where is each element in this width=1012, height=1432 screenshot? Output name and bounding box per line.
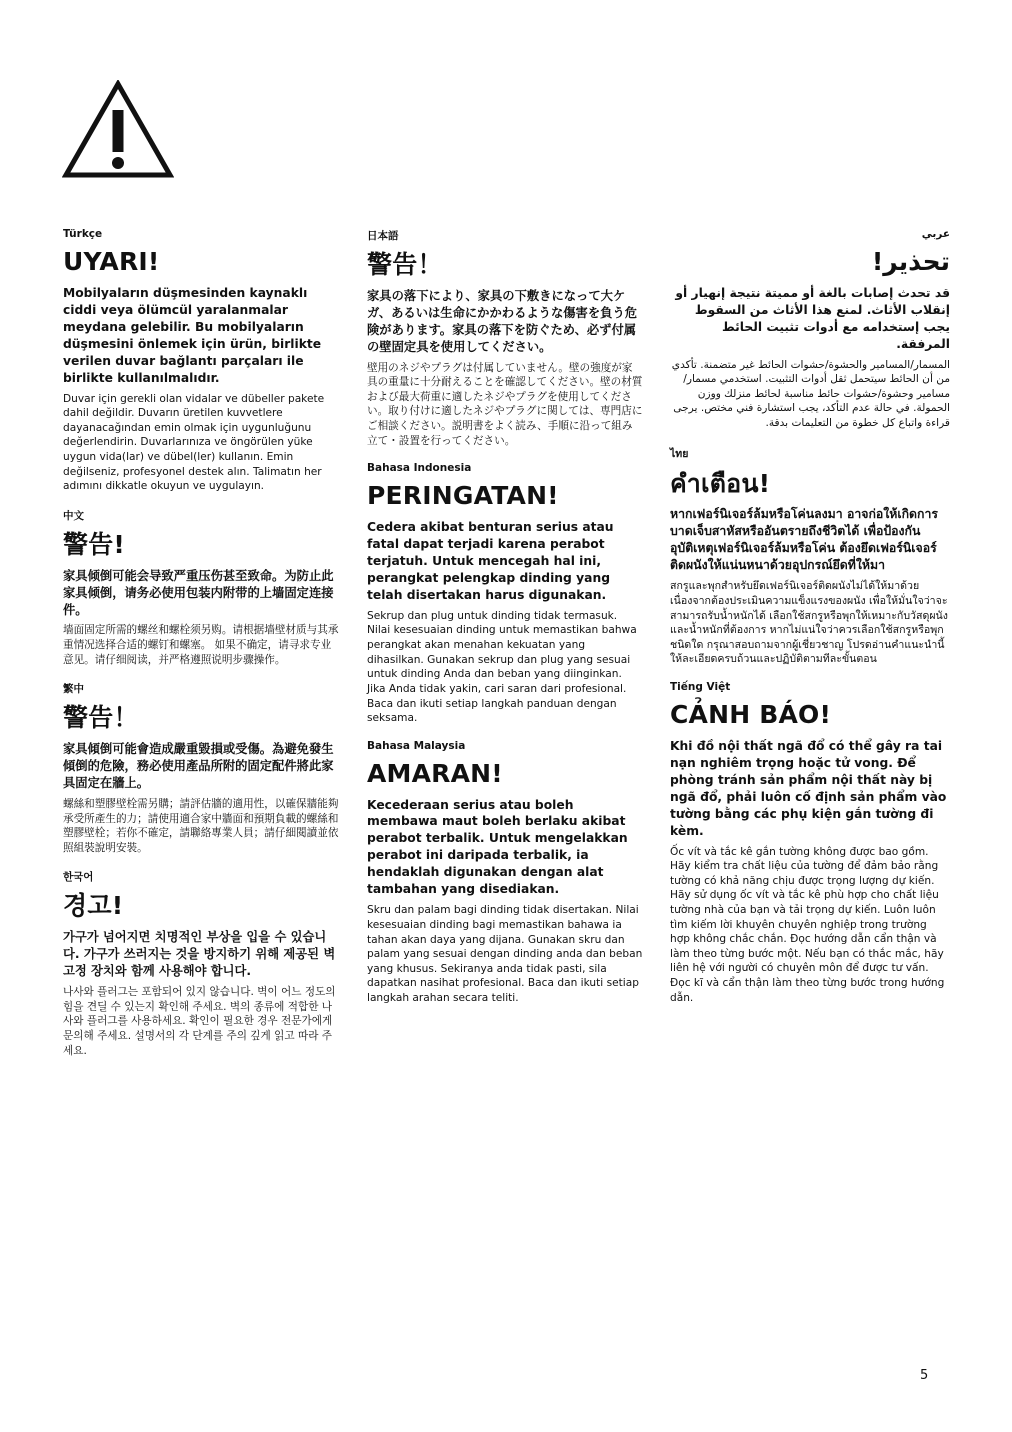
warning-body: المسمار/المسامير والحشوة/حشوات الحائط غير متضمنة. تأكدي من أن الحائط سيتحمل ثقل أدوات التثبيت. استخدمي مسمار/مسامير وحشوة/حشوات حائط مناسبة لحائط منزلك ووزن الحمولة. في حالة عدم التأكد، يجب استشارة فني مختص. يرجى قراءة واتباع كل خطوة من التعليمات بدقة. — [671, 358, 950, 430]
warning-title: 警告！ — [367, 250, 443, 279]
warning-section-indonesian — [367, 462, 643, 725]
warning-body: Sekrup dan plug untuk dinding tidak termasuk. Nilai kesesuaian dinding untuk memastikan bahwa perangkat akan menahan kekuatan yang dihasilkan. Gunakan sekrup dan plug yang sesuai untuk dinding Anda dan beban yang diinginkan. Jika Anda tidak yakin, cari saran dari profesional. Baca dan ikuti setiap langkah panduan dengan seksama. — [367, 609, 637, 725]
warning-section-turkish — [63, 228, 339, 494]
warning-lead: Kecederaan serius atau boleh membawa maut boleh berlaku akibat perabot terbalik. Untuk mengelakkan perabot ini daripada terbalik, ia hendaklah digunakan dengan alat tambahan yang disediakan. — [367, 797, 628, 897]
warning-section-korean — [63, 869, 339, 1058]
warning-title: 경고! — [63, 891, 124, 921]
warning-section-chinese-traditional — [63, 681, 339, 855]
warning-section-chinese-simplified — [63, 508, 339, 667]
warning-title: تحذير! — [871, 247, 950, 276]
warning-section-japanese — [367, 228, 643, 448]
column-left — [63, 228, 339, 1072]
column-middle — [367, 228, 643, 1020]
warning-section-malay — [367, 740, 643, 1006]
language-label: ไทย — [670, 447, 689, 460]
language-label: 日本語 — [367, 230, 399, 242]
warning-body: 螺絲和塑膠壁栓需另購；請評估牆的適用性，以確保牆能夠承受所產生的力；請使用適合家中牆面和預期負載的螺絲和塑膠壁栓；若你不確定，請聯絡專業人員；請仔細閱讀並依照組裝說明安裝。 — [63, 797, 339, 854]
warning-section-vietnamese — [670, 681, 950, 1005]
warning-lead: หากเฟอร์นิเจอร์ล้มหรือโค่นลงมา อาจก่อให้เกิดการบาดเจ็บสาหัสหรืออันตรายถึงชีวิตได้ เพื่อป้องกันอุบัติเหตุเฟอร์นิเจอร์ล้มหรือโค่น ต้องยึดเฟอร์นิเจอร์ติดผนังให้แน่นหนาด้วยอุปกรณ์ยึดที่ให้มา — [670, 507, 938, 573]
column-right — [670, 228, 950, 1019]
exclamation-triangle-icon — [62, 80, 174, 180]
language-label: Bahasa Indonesia — [367, 462, 472, 475]
warning-title: 警告！ — [63, 703, 139, 733]
warning-body: 墙面固定所需的螺丝和螺栓须另购。请根据墙壁材质与其承重情况选择合适的螺钉和螺塞。 如果不确定，请寻求专业意见。请仔细阅读，并严格遵照说明步骤操作。 — [63, 624, 339, 666]
language-label: عربي — [921, 228, 950, 240]
warning-lead: 家具の落下により、家具の下敷きになって大ケガ、あるいは生命にかかわるような傷害を負う危険があります。家具の落下を防ぐため、必ず付属の壁固定具を使用してください。 — [367, 288, 638, 354]
warning-lead: 家具倾倒可能会导致严重压伤甚至致命。为防止此家具倾倒，请务必使用包装内附带的上墙固定连接件。 — [63, 568, 334, 617]
language-label: 한국어 — [63, 871, 94, 884]
warning-title: UYARI! — [63, 247, 160, 276]
warning-body: Ốc vít và tắc kê gắn tường không được bao gồm. Hãy kiểm tra chất liệu của tường để đảm bảo rằng tường có khả năng chịu được trọng lượng dự kiến. Hãy sử dụng ốc vít và tắc kê phù hợp cho chất liệu tường nhà của bạn và tải trọng dự kiến. Luôn luôn tìm kiếm lời khuyên chuyên nghiệp trong trường hợp không chắc chắn. Đọc hướng dẫn cẩn thận và làm theo từng bước một. Nếu bạn có thắc mắc, hãy liên hệ với người có chuyên môn để được tư vấn. Đọc kĩ và cẩn thận làm theo từng bước trong hướng dẫn. — [670, 845, 945, 1004]
warning-section-arabic — [670, 228, 950, 431]
language-label: Bahasa Malaysia — [367, 739, 466, 752]
warning-body: Skru dan palam bagi dinding tidak disertakan. Nilai kesesuaian dinding bagi memastikan bahawa ia tahan akan daya yang dijana. Gunakan skru dan palam yang sesuai dengan dinding anda dan beban yang khusus. Sekiranya anda tidak pasti, sila dapatkan nasihat profesional. Baca dan ikuti setiap langkah arahan secara teliti. — [367, 904, 643, 1004]
language-label: Tiếng Việt — [670, 680, 731, 693]
warning-lead: 가구가 넘어지면 치명적인 부상을 입을 수 있습니다. 가구가 쓰러지는 것을 방지하기 위해 제공된 벽고정 장치와 함께 사용해야 합니다. — [63, 930, 336, 979]
language-label: Türkçe — [63, 228, 103, 240]
warning-title: 警告! — [63, 529, 126, 559]
warning-body: Duvar için gerekli olan vidalar ve dübeller pakete dahil değildir. Duvarın üretilen kuvvetlere dayanacağından emin olmak için uygunluğunu değerlendirin. Duvarlarınıza ve öngörülen yüke uygun vida(lar) ve dübel(ler) kullanın. Emin değilseniz, profesyonel destek alın. Talimatın her adımını dikkatle okuyun ve uygulayın. — [63, 392, 325, 493]
warning-section-thai — [670, 445, 950, 667]
warning-lead: Cedera akibat benturan serius atau fatal dapat terjadi karena perabot terjatuh. Untuk mencegah hal ini, perangkat pelengkap dinding yang telah disertakan harus digunakan. — [367, 520, 614, 602]
warning-body: 壁用のネジやプラグは付属していません。壁の強度が家具の重量に十分耐えることを確認してください。壁の材質および最大荷重に適したネジやプラグを使用してください。取り付けに適したネジやプラグに関しては、専門店にご相談ください。説明書をよく読み、手順に沿って組み立て・設置を行ってください。 — [367, 361, 643, 447]
warning-lead: 家具傾倒可能會造成嚴重毀損或受傷。為避免發生傾倒的危險，務必使用產品所附的固定配件將此家具固定在牆上。 — [63, 742, 334, 790]
warning-body: 나사와 플러그는 포함되어 있지 않습니다. 벽이 어느 정도의 힘을 견딜 수 있는지 확인해 주세요. 벽의 종류에 적합한 나사와 플러그를 사용하세요. 확인이 필요한 경우 전문가에게 문의해 주세요. 설명서의 각 단계를 주의 깊게 읽고 따라 주세요. — [63, 986, 336, 1057]
warning-lead: Khi đồ nội thất ngã đổ có thể gây ra tai nạn nghiêm trọng hoặc tử vong. Để phòng tránh sản phẩm nội thất này bị ngã đổ, phải luôn cố định sản phẩm vào tường bằng các phụ kiện gắn tường đi kèm. — [670, 738, 947, 838]
warning-title: AMARAN! — [367, 758, 503, 788]
language-label: 繁中 — [63, 683, 84, 696]
warning-title: คำเตือน! — [670, 468, 771, 498]
warning-lead: Mobilyaların düşmesinden kaynaklı ciddi veya ölümcül yaralanmalar meydana gelebilir. Bu mobilyaların düşmesini önlemek için ürün, birlikte verilen duvar bağlantı parçaları ile birlikte kullanılmalıdır. — [63, 285, 322, 385]
warning-lead: قد تحدث إصابات بالغة أو مميتة نتيجة إنهيار أو إنقلاب الأثاث. لمنع هذا الأثاث من السقوط يجب إستخدامه مع أدوات تثبيت الحائط المرفقة. — [675, 285, 950, 351]
warning-title: CẢNH BÁO! — [670, 699, 832, 729]
page-number: 5 — [920, 1368, 929, 1383]
warning-title: PERINGATAN! — [367, 481, 559, 511]
language-label: 中文 — [63, 509, 84, 522]
warning-body: สกรูและพุกสำหรับยึดเฟอร์นิเจอร์ติดผนังไม่ได้ให้มาด้วย เนื่องจากต้องประเมินความแข็งแรงของผนัง เพื่อให้มั่นใจว่าจะสามารถรับน้ำหนักได้ เลือกใช้สกรูหรือพุกให้เหมาะกับวัสดุผนังและน้ำหนักที่ต้องการ หากไม่แน่ใจว่าควรเลือกใช้สกรูหรือพุกชนิดใด กรุณาสอบถามจากผู้เชี่ยวชาญ โปรดอ่านคำแนะนำนี้ให้ละเอียดครบถ้วนและปฏิบัติตามทีละขั้นตอน — [670, 580, 948, 666]
